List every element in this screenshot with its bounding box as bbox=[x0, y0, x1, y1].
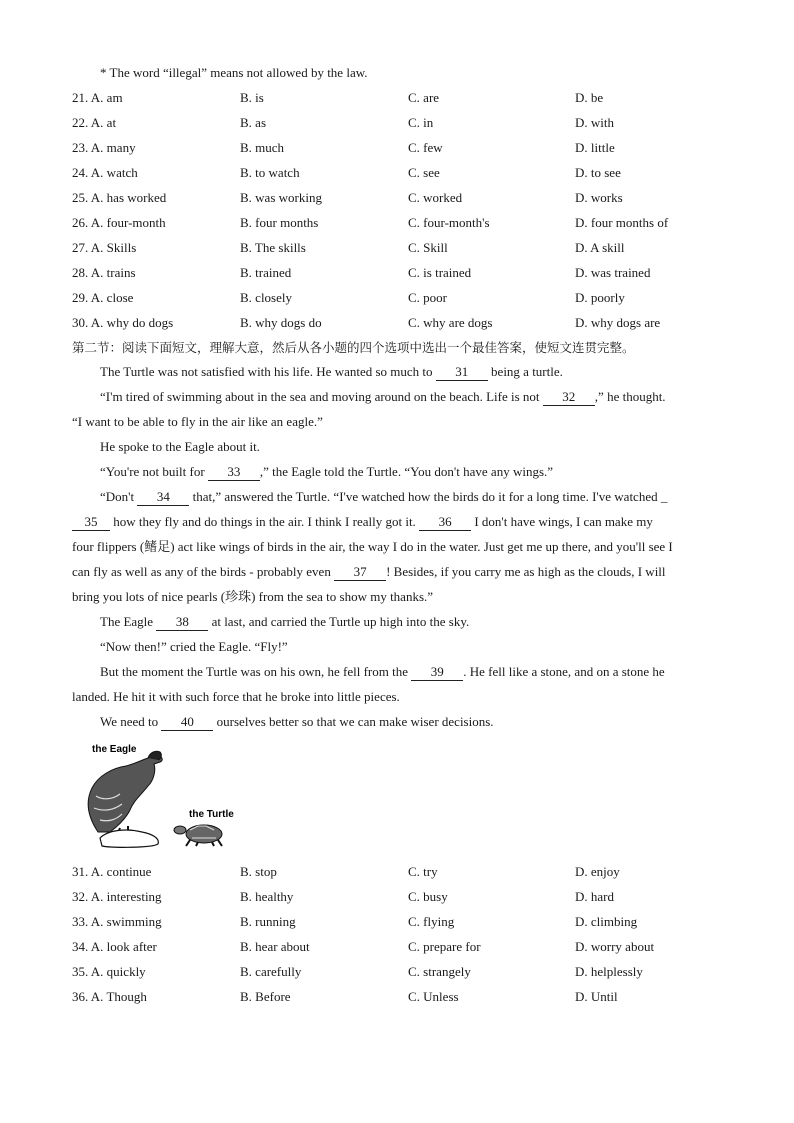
option-a bbox=[72, 265, 136, 281]
option-d: D. enjoy bbox=[575, 864, 620, 879]
question-row bbox=[0, 190, 794, 206]
option-b: B. closely bbox=[240, 290, 292, 305]
option-c: C. Skill bbox=[408, 240, 448, 255]
turtle-icon bbox=[174, 825, 222, 846]
option-d: D. four months of bbox=[575, 215, 669, 230]
option-d: D. why dogs are bbox=[575, 315, 661, 330]
question-row bbox=[0, 115, 794, 131]
option-c: C. prepare for bbox=[408, 939, 481, 954]
option-a bbox=[72, 190, 166, 206]
option-a bbox=[72, 914, 162, 930]
option-b: B. was working bbox=[240, 190, 322, 205]
option-d: D. with bbox=[575, 115, 614, 130]
option-c: C. flying bbox=[408, 914, 455, 929]
option-c: C. busy bbox=[408, 889, 448, 904]
option-a-text: A. look after bbox=[90, 939, 157, 954]
option-a-text: A. at bbox=[90, 115, 117, 130]
question-row bbox=[0, 315, 794, 331]
option-d: D. was trained bbox=[575, 265, 651, 280]
question-row bbox=[0, 864, 794, 880]
question-number: 29. bbox=[72, 290, 89, 305]
option-c: C. in bbox=[408, 115, 434, 130]
option-c: C. why are dogs bbox=[408, 315, 493, 330]
option-a-text: A. swimming bbox=[90, 914, 162, 929]
option-d: D. poorly bbox=[575, 290, 625, 305]
question-number: 35. bbox=[72, 964, 89, 979]
question-row bbox=[0, 240, 794, 256]
question-row bbox=[0, 90, 794, 106]
eagle-icon bbox=[88, 751, 162, 838]
option-b: B. hear about bbox=[240, 939, 310, 954]
option-b: B. stop bbox=[240, 864, 277, 879]
question-number: 26. bbox=[72, 215, 89, 230]
question-number: 28. bbox=[72, 265, 89, 280]
question-number: 23. bbox=[72, 140, 89, 155]
blank-40: 40 bbox=[161, 714, 213, 731]
option-a-text: A. Though bbox=[90, 989, 147, 1004]
option-b: B. Before bbox=[240, 989, 291, 1004]
option-b: B. healthy bbox=[240, 889, 294, 904]
passage-line: But the moment the Turtle was on his own, he fell from the 39 . He fell like a stone, and on a stone he bbox=[100, 664, 665, 679]
passage-line: The Turtle was not satisfied with his life. He wanted so much to 31 being a turtle. bbox=[100, 364, 563, 379]
option-c: C. worked bbox=[408, 190, 463, 205]
question-number: 32. bbox=[72, 889, 89, 904]
question-row bbox=[0, 165, 794, 181]
turtle-label: the Turtle bbox=[189, 809, 234, 820]
question-row bbox=[0, 290, 794, 306]
option-d: D. worry about bbox=[575, 939, 655, 954]
question-row bbox=[0, 939, 794, 955]
eagle-turtle-drawing bbox=[72, 740, 242, 852]
option-a bbox=[72, 165, 138, 181]
option-a bbox=[72, 964, 146, 980]
question-number: 25. bbox=[72, 190, 89, 205]
question-row bbox=[0, 140, 794, 156]
option-d: D. Until bbox=[575, 989, 618, 1004]
option-a-text: A. close bbox=[90, 290, 134, 305]
option-b: B. much bbox=[240, 140, 285, 155]
passage-line: “I'm tired of swimming about in the sea and moving around on the beach. Life is not 32 ,” he thought. bbox=[100, 389, 666, 404]
option-b: B. running bbox=[240, 914, 296, 929]
question-number: 33. bbox=[72, 914, 89, 929]
option-a bbox=[72, 140, 136, 156]
option-d: D. climbing bbox=[575, 914, 638, 929]
option-d: D. be bbox=[575, 90, 604, 105]
passage-line: We need to 40 ourselves better so that we can make wiser decisions. bbox=[100, 714, 494, 729]
eagle-turtle-illustration bbox=[72, 740, 242, 852]
passage-line: “Don't 34 that,” answered the Turtle. “I've watched how the birds do it for a long time. I've watched _ bbox=[100, 489, 668, 504]
question-row bbox=[0, 215, 794, 231]
option-a bbox=[72, 989, 147, 1005]
option-a bbox=[72, 864, 151, 880]
option-a bbox=[72, 215, 166, 231]
option-a-text: A. many bbox=[90, 140, 136, 155]
question-row bbox=[0, 914, 794, 930]
question-number: 30. bbox=[72, 315, 89, 330]
option-b: B. is bbox=[240, 90, 264, 105]
blank-36: 36 bbox=[419, 514, 471, 531]
option-c: C. strangely bbox=[408, 964, 471, 979]
option-c: C. few bbox=[408, 140, 443, 155]
option-c: C. four-month's bbox=[408, 215, 490, 230]
option-d: D. A skill bbox=[575, 240, 625, 255]
section-2-instructions: 第二节：阅读下面短文，理解大意，然后从各小题的四个选项中选出一个最佳答案，使短文连贯完整。 bbox=[72, 340, 635, 355]
option-c: C. poor bbox=[408, 290, 447, 305]
eagle-label: the Eagle bbox=[92, 744, 137, 755]
blank-37: 37 bbox=[334, 564, 386, 581]
question-number: 34. bbox=[72, 939, 89, 954]
question-number: 22. bbox=[72, 115, 89, 130]
rock-icon bbox=[100, 830, 158, 847]
question-number: 21. bbox=[72, 90, 89, 105]
option-a-text: A. am bbox=[90, 90, 123, 105]
option-d: D. works bbox=[575, 190, 623, 205]
blank-31: 31 bbox=[436, 364, 488, 381]
option-b: B. four months bbox=[240, 215, 319, 230]
option-a-text: A. watch bbox=[90, 165, 138, 180]
option-a-text: A. four-month bbox=[90, 215, 166, 230]
blank-34: 34 bbox=[137, 489, 189, 506]
passage-line: landed. He hit it with such force that he broke into little pieces. bbox=[72, 689, 400, 704]
option-a-text: A. continue bbox=[90, 864, 152, 879]
option-a-text: A. Skills bbox=[90, 240, 137, 255]
option-c: C. try bbox=[408, 864, 438, 879]
option-a-text: A. has worked bbox=[90, 190, 167, 205]
option-a bbox=[72, 290, 133, 306]
option-c: C. is trained bbox=[408, 265, 472, 280]
question-number: 36. bbox=[72, 989, 89, 1004]
passage-line: “You're not built for 33 ,” the Eagle told the Turtle. “You don't have any wings.” bbox=[100, 464, 554, 479]
option-a-text: A. why do dogs bbox=[90, 315, 174, 330]
passage-line: He spoke to the Eagle about it. bbox=[100, 439, 260, 454]
option-b: B. The skills bbox=[240, 240, 306, 255]
footnote-illegal: * The word “illegal” means not allowed by the law. bbox=[100, 65, 368, 80]
question-row bbox=[0, 265, 794, 281]
option-d: D. helplessly bbox=[575, 964, 643, 979]
option-b: B. as bbox=[240, 115, 266, 130]
passage-line: “Now then!” cried the Eagle. “Fly!” bbox=[100, 639, 288, 654]
option-a-text: A. quickly bbox=[90, 964, 146, 979]
question-number: 31. bbox=[72, 864, 89, 879]
option-d: D. little bbox=[575, 140, 615, 155]
question-row bbox=[0, 989, 794, 1005]
passage-line: “I want to be able to fly in the air like an eagle.” bbox=[72, 414, 323, 429]
blank-33: 33 bbox=[208, 464, 260, 481]
option-b: B. to watch bbox=[240, 165, 300, 180]
option-a bbox=[72, 90, 123, 106]
passage-line: four flippers (鳍足) act like wings of birds in the air, the way I do in the water. Just get me up there, and you'll see I bbox=[72, 539, 673, 554]
blank-32: 32 bbox=[543, 389, 595, 406]
passage-line: can fly as well as any of the birds - probably even 37 ! Besides, if you carry me as high as the clouds, I will bbox=[72, 564, 666, 579]
question-row bbox=[0, 964, 794, 980]
option-b: B. trained bbox=[240, 265, 292, 280]
blank-39: 39 bbox=[411, 664, 463, 681]
passage-line: The Eagle 38 at last, and carried the Turtle up high into the sky. bbox=[100, 614, 470, 629]
option-d: D. to see bbox=[575, 165, 621, 180]
option-a bbox=[72, 889, 162, 905]
option-c: C. Unless bbox=[408, 989, 459, 1004]
option-d: D. hard bbox=[575, 889, 614, 904]
option-a-text: A. trains bbox=[90, 265, 136, 280]
option-b: B. carefully bbox=[240, 964, 302, 979]
passage-line: bring you lots of nice pearls (珍珠) from the sea to show my thanks.” bbox=[72, 589, 434, 604]
blank-35: 35 bbox=[72, 514, 110, 531]
question-number: 27. bbox=[72, 240, 89, 255]
blank-38: 38 bbox=[156, 614, 208, 631]
option-c: C. are bbox=[408, 90, 440, 105]
option-a bbox=[72, 240, 136, 256]
passage-line: 35 how they fly and do things in the air. I think I really got it. 36 I don't have wings, I can make my bbox=[72, 514, 653, 531]
option-a bbox=[72, 115, 116, 131]
option-a-text: A. interesting bbox=[90, 889, 162, 904]
question-row bbox=[0, 889, 794, 905]
option-c: C. see bbox=[408, 165, 440, 180]
option-b: B. why dogs do bbox=[240, 315, 322, 330]
option-a bbox=[72, 315, 173, 331]
question-number: 24. bbox=[72, 165, 89, 180]
option-a bbox=[72, 939, 157, 955]
